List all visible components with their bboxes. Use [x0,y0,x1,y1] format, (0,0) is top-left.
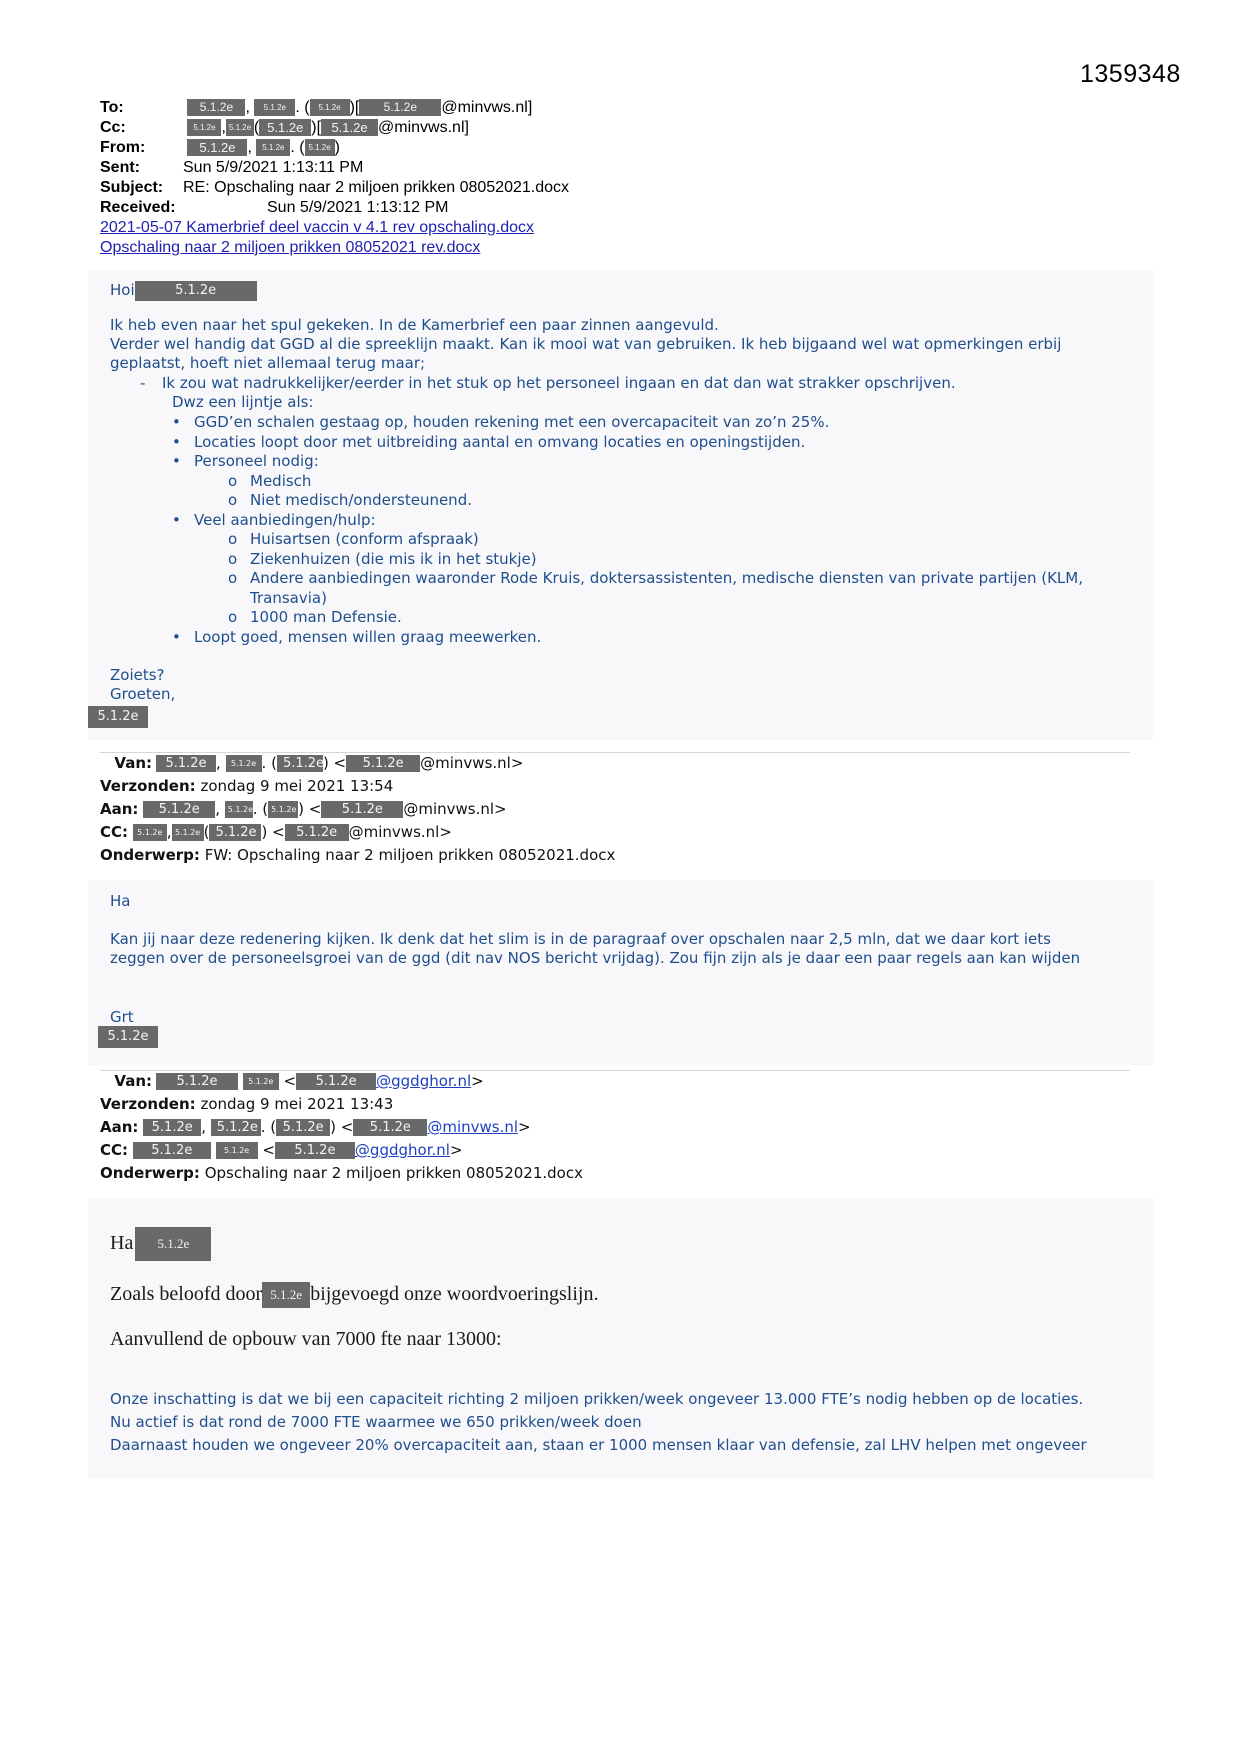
fwd2-p2: Nu actief is dat rond de 7000 FTE waarmee we 650 prikken/week doen [110,1413,642,1431]
sent-value: Sun 5/9/2021 1:13:11 PM [183,159,364,176]
bullet-item [172,413,1132,433]
redaction: 5.1.2e [346,755,420,772]
reply-dash-item [140,374,1120,394]
redaction: 5.1.2e [305,139,335,156]
domain: @minvws.nl> [420,754,524,772]
redaction: 5.1.2e [187,119,221,136]
cc-label: CC: [100,823,129,841]
redaction: 5.1.2e [276,1119,330,1136]
sent-label: Sent: [100,159,140,176]
fwd2-header [100,1070,1140,1185]
onderwerp-value: FW: Opschaling naar 2 miljoen prikken 08052021.docx [204,846,616,864]
email-header [100,98,569,258]
subject-row [100,178,569,198]
dash-marker: - [140,374,146,392]
sub-bullet-marker: o [228,491,238,509]
fwd1-closing: Grt [110,1008,134,1026]
dash-text: Ik zou wat nadrukkelijker/eerder in het stuk op het personeel ingaan en dat dan wat strakker opschrijven. [162,374,956,392]
cc-label: Cc: [100,119,126,136]
redaction: 5.1.2e [216,1142,258,1159]
reply-p1: Ik heb even naar het spul gekeken. In de Kamerbrief een paar zinnen aangevuld. [110,316,719,334]
fwd1-onderwerp-row [100,844,1140,867]
redaction: 5.1.2e [353,1119,427,1136]
bullet-marker: • [172,432,181,451]
redaction: 5.1.2e [262,1282,310,1308]
redaction: 5.1.2e [133,824,167,841]
attachment-2[interactable] [100,238,569,258]
line1-start: Zoals beloofd door [110,1283,263,1305]
reply-dwz: Dwz een lijntje als: [172,393,314,411]
reply-greeting-line [110,280,257,301]
sub-bullet-marker: o [228,471,238,490]
redaction: 5.1.2e [187,139,247,156]
fwd2-greeting-line [110,1226,211,1261]
redaction: 5.1.2e [259,119,311,136]
redaction: 5.1.2e [135,1227,211,1261]
aan-label: Aan: [100,1118,139,1136]
redaction: 5.1.2e [254,99,295,116]
reply-greeting: Hoi [110,281,135,299]
subject-value: RE: Opschaling naar 2 miljoen prikken 08052021.docx [183,179,570,196]
reply-body [88,270,1153,740]
fwd2-p3: Daarnaast houden we ongeveer 20% overcapaciteit aan, staan er 1000 mensen klaar van defensie, zal LHV helpen met ongeveer [110,1436,1087,1454]
fwd2-onderwerp-row [100,1162,1140,1185]
sub-bullet-marker: o [228,549,238,568]
sub-bullet-text: Andere aanbiedingen waaronder Rode Kruis, doktersassistenten, medische diensten van private partijen (KLM, Transavia) [250,569,1083,607]
fwd1-greeting: Ha [110,892,131,910]
redaction: 5.1.2e [187,99,245,116]
redaction: 5.1.2e [133,1142,211,1159]
redaction: 5.1.2e [285,824,349,841]
verzonden-value: zondag 9 mei 2021 13:43 [200,1095,394,1113]
bullet-text: GGD’en schalen gestaag op, houden rekening met een overcapaciteit van zo’n 25%. [194,413,830,431]
redaction: 5.1.2e [321,801,403,818]
bullet-item [172,511,1132,531]
cc-label: CC: [100,1141,129,1159]
bullet-marker: • [172,452,181,470]
onderwerp-label: Onderwerp: [100,846,200,864]
verzonden-value: zondag 9 mei 2021 13:54 [200,777,394,795]
reply-bullets [172,413,1132,647]
sub-bullet-item [172,569,1132,608]
bullet-marker: • [172,627,181,646]
fwd1-van-row: Van: 5.1.2e , 5.1.2e . ( 5.1.2e) < 5.1.2e @minvws.nl> [100,752,1140,775]
bullet-text: Personeel nodig: [194,452,319,470]
redaction: 5.1.2e [359,99,441,116]
received-value: Sun 5/9/2021 1:13:12 PM [267,199,449,216]
redaction: 5.1.2e [310,99,350,116]
domain: @minvws.nl> [348,823,452,841]
reply-closing-1: Zoiets? [110,666,165,684]
sub-bullet-text: Medisch [250,471,312,490]
sub-bullet-item [172,608,1132,628]
to-domain: @minvws.nl] [441,99,533,116]
attachment-1[interactable] [100,218,569,238]
line1-end: bijgevoegd onze woordvoeringslijn. [310,1283,599,1305]
subject-label: Subject: [100,179,164,196]
ggd-domain-link[interactable]: @ggdghor.nl [376,1072,472,1090]
redaction: 5.1.2e [172,824,204,841]
redaction: 5.1.2e [143,801,215,818]
bullet-text: Locaties loopt door met uitbreiding aantal en omvang locaties en openingstijden. [194,432,806,451]
bullet-marker: • [172,510,181,529]
fwd2-aan-row: Aan: 5.1.2e , 5.1.2e . ( 5.1.2e ) < 5.1.2e @minvws.nl> [100,1118,531,1136]
redaction: 5.1.2e [209,824,261,841]
fwd1-verzonden-row [100,775,1140,798]
cc-domain: @minvws.nl] [378,119,469,136]
fwd1-header [100,752,1140,867]
redaction: 5.1.2e [88,706,148,728]
onderwerp-value: Opschaling naar 2 miljoen prikken 08052021.docx [204,1164,583,1182]
reply-p2: Verder wel handig dat GGD al die spreeklijn maakt. Kan ik mooi wat van gebruiken. Ik heb bijgaand wel wat opmerkingen erbij geplaatst, hoeft niet allemaal terug maar; [110,335,1062,372]
min-domain-link[interactable]: @minvws.nl [427,1118,519,1136]
sent-row [100,158,569,178]
bullet-marker: • [172,413,181,431]
sub-bullet-item [172,530,1132,550]
redaction: 5.1.2e [321,119,378,136]
fwd1-aan-row: Aan: 5.1.2e , 5.1.2e. ( 5.1.2e ) < 5.1.2e @minvws.nl> [100,800,507,818]
sub-bullet-marker: o [228,608,238,626]
redaction: 5.1.2e [226,119,254,136]
to-row: To: 5.1.2e , 5.1.2e . ( 5.1.2e )[ 5.1.2e @minvws.nl] [100,99,533,116]
bullet-item [172,628,1132,648]
sub-bullet-item [172,491,1132,511]
bullet-text: Veel aanbiedingen/hulp: [194,510,376,529]
sub-bullet-marker: o [228,569,238,587]
fwd2-p1: Onze inschatting is dat we bij een capaciteit richting 2 miljoen prikken/week ongeveer 13.000 FTE’s nodig hebben op de locaties. [110,1390,1084,1408]
sub-bullet-item [172,472,1132,492]
redaction: 5.1.2e [243,1073,279,1090]
sub-bullet-text: Ziekenhuizen (die mis ik in het stukje) [250,549,537,568]
verzonden-label: Verzonden: [100,1095,196,1113]
fwd1-text: Kan jij naar deze redenering kijken. Ik denk dat het slim is in de paragraaf over opschalen naar 2,5 mln, dat we daar kort iets zeggen over de personeelsgroei van de ggd (dit nav NOS bericht vrijdag). Zou fijn zijn als je daar een paar regels aan kan wijden [110,930,1081,967]
redaction: 5.1.2e [275,1142,355,1159]
onderwerp-label: Onderwerp: [100,1164,200,1182]
redaction: 5.1.2e [211,1119,261,1136]
received-row [100,198,569,218]
van-label: Van: [114,754,152,772]
redaction: 5.1.2e [256,139,290,156]
fwd2-verzonden-row [100,1093,1140,1116]
van-label: Van: [114,1072,152,1090]
bullet-item [172,452,1132,472]
sub-bullet-text: Huisartsen (conform afspraak) [250,530,479,548]
redaction: 5.1.2e [135,281,257,301]
domain: @minvws.nl> [403,800,507,818]
cc-row: Cc: 5.1.2e , 5.1.2e ( 5.1.2e )[ 5.1.2e @minvws.nl] [100,119,469,136]
fwd2-line2: Aanvullend de opbouw van 7000 fte naar 13000: [110,1328,502,1350]
attachment-link[interactable]: Opschaling naar 2 miljoen prikken 08052021 rev.docx [100,239,481,256]
attachment-link[interactable]: 2021-05-07 Kamerbrief deel vaccin v 4.1 rev opschaling.docx [100,219,535,236]
redaction: 5.1.2e [143,1119,201,1136]
aan-label: Aan: [100,800,139,818]
fwd2-body [88,1198,1153,1478]
sub-bullet-text: Niet medisch/ondersteunend. [250,491,472,509]
document-number: 1359348 [1080,60,1181,88]
bullet-item [172,433,1132,453]
redaction: 5.1.2e [268,801,298,818]
fwd2-greeting: Ha [110,1232,134,1254]
received-label: Received: [100,199,176,216]
from-row: From: 5.1.2e , 5.1.2e . ( 5.1.2e ) [100,139,340,156]
fwd2-van-row: Van: 5.1.2e 5.1.2e < 5.1.2e @ggdghor.nl> [100,1070,1140,1093]
redaction: 5.1.2e [226,755,262,772]
redaction: 5.1.2e [225,801,253,818]
sub-bullet-marker: o [228,530,238,548]
fwd1-body [88,880,1153,1065]
fwd1-cc-row: CC: 5.1.2e , 5.1.2e ( 5.1.2e ) < 5.1.2e @minvws.nl> [100,823,452,841]
redaction: 5.1.2e [296,1073,376,1090]
bullet-text: Loopt goed, mensen willen graag meewerken. [194,627,542,646]
redaction: 5.1.2e [98,1026,158,1048]
reply-closing-2: Groeten, [110,685,176,703]
redaction: 5.1.2e [277,755,323,772]
ggd-domain-link[interactable]: @ggdghor.nl [354,1141,450,1159]
to-label: To: [100,99,124,116]
fwd2-line1 [110,1280,598,1308]
sub-bullet-item [172,550,1132,570]
verzonden-label: Verzonden: [100,777,196,795]
redaction: 5.1.2e [156,755,216,772]
from-label: From: [100,139,146,156]
sub-bullet-text: 1000 man Defensie. [250,608,402,626]
fwd2-cc-row: CC: 5.1.2e 5.1.2e < 5.1.2e @ggdghor.nl> [100,1141,463,1159]
redaction: 5.1.2e [156,1073,238,1090]
